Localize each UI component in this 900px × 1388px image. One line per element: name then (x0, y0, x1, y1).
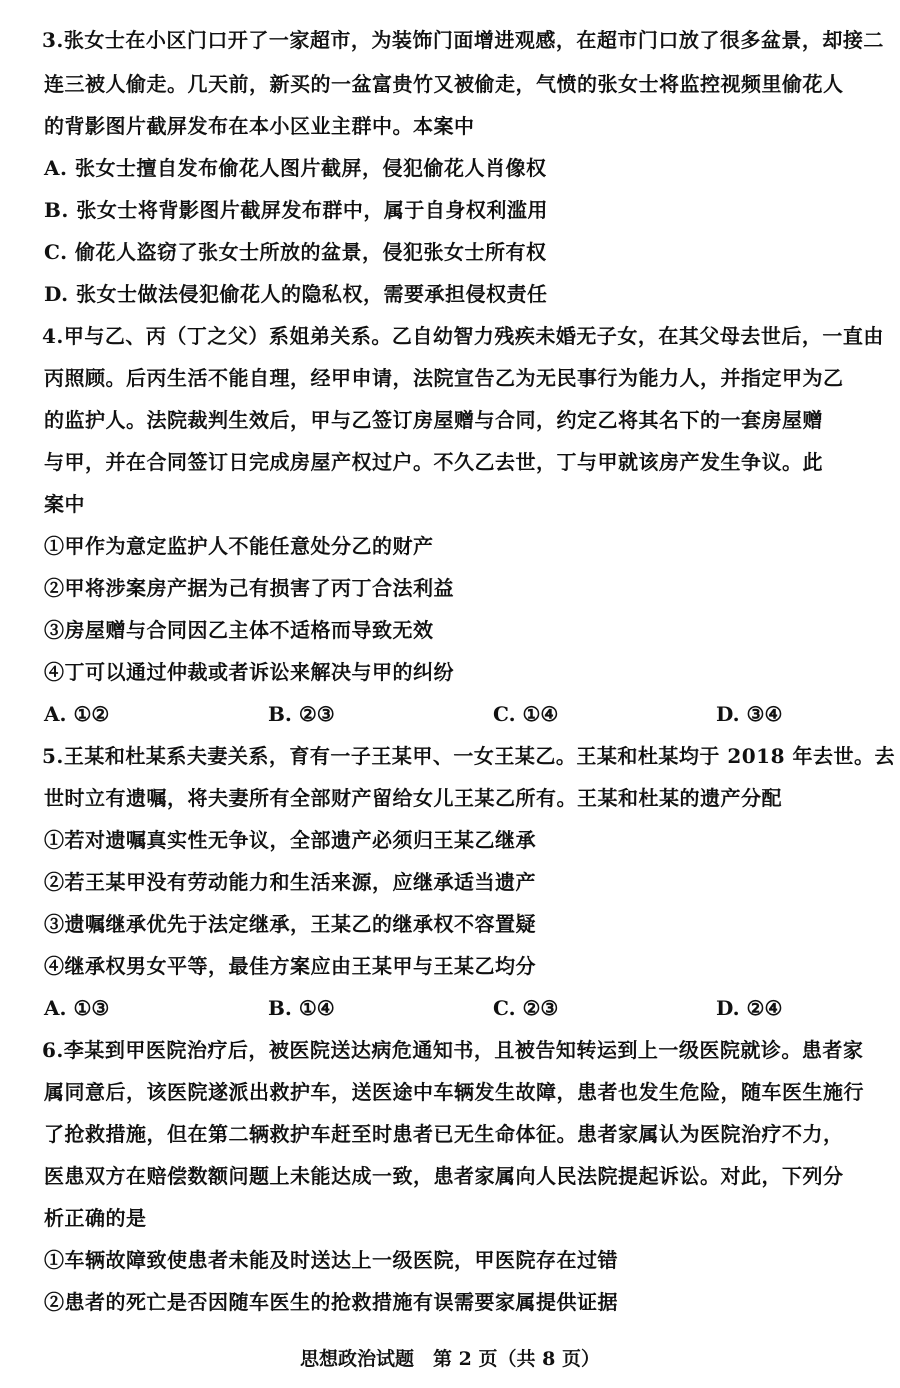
q5-statement-4: ④继承权男女平等，最佳方案应由王某甲与王某乙均分 (44, 954, 536, 978)
q5-choice-c: C. ②③ (493, 996, 559, 1020)
q4-stem-line-5: 案中 (44, 492, 85, 516)
q4-stem-line-3: 的监护人。法院裁判生效后，甲与乙签订房屋赠与合同，约定乙将其名下的一套房屋赠 (44, 408, 823, 432)
q6-stem-line-5: 析正确的是 (44, 1206, 147, 1230)
q5-statement-1: ①若对遗嘱真实性无争议，全部遗产必须归王某乙继承 (44, 828, 536, 852)
q3-stem-line-1: 3.张女士在小区门口开了一家超市，为装饰门面增进观感，在超市门口放了很多盆景，却接二 (42, 28, 884, 52)
q4-choice-c: C. ①④ (493, 702, 559, 726)
q4-statement-4: ④丁可以通过仲裁或者诉讼来解决与甲的纠纷 (44, 660, 454, 684)
q3-stem-line-2: 连三被人偷走。几天前，新买的一盆富贵竹又被偷走，气愤的张女士将监控视频里偷花人 (44, 72, 844, 96)
q4-stem-line-4: 与甲，并在合同签订日完成房屋产权过户。不久乙去世，丁与甲就该房产发生争议。此 (44, 450, 823, 474)
q4-choice-b: B. ②③ (268, 702, 335, 726)
q5-choice-a: A. ①③ (44, 996, 110, 1020)
q3-option-b: B. 张女士将背影图片截屏发布群中，属于自身权利滥用 (44, 198, 548, 222)
q6-stem-line-3: 了抢救措施，但在第二辆救护车赶至时患者已无生命体征。患者家属认为医院治疗不力， (44, 1122, 844, 1146)
q4-choice-a: A. ①② (44, 702, 110, 726)
q6-stem-line-1: 6.李某到甲医院治疗后，被医院送达病危通知书，且被告知转运到上一级医院就诊。患者家 (42, 1038, 864, 1062)
q5-choice-d: D. ②④ (716, 996, 783, 1020)
q3-option-a: A. 张女士擅自发布偷花人图片截屏，侵犯偷花人肖像权 (44, 156, 547, 180)
q3-stem-line-3: 的背影图片截屏发布在本小区业主群中。本案中 (44, 114, 475, 138)
q5-stem-line-2: 世时立有遗嘱，将夫妻所有全部财产留给女儿王某乙所有。王某和杜某的遗产分配 (44, 786, 782, 810)
q5-choice-b: B. ①④ (268, 996, 335, 1020)
q5-statement-2: ②若王某甲没有劳动能力和生活来源，应继承适当遗产 (44, 870, 536, 894)
q6-statement-1: ①车辆故障致使患者未能及时送达上一级医院，甲医院存在过错 (44, 1248, 618, 1272)
q4-choice-d: D. ③④ (716, 702, 783, 726)
q6-stem-line-4: 医患双方在赔偿数额问题上未能达成一致，患者家属向人民法院提起诉讼。对此，下列分 (44, 1164, 844, 1188)
q4-statement-1: ①甲作为意定监护人不能任意处分乙的财产 (44, 534, 434, 558)
page-footer: 思想政治试题 第 2 页（共 8 页） (300, 1348, 600, 1370)
q3-option-c: C. 偷花人盗窃了张女士所放的盆景，侵犯张女士所有权 (44, 240, 547, 264)
q6-stem-line-2: 属同意后，该医院遂派出救护车，送医途中车辆发生故障，患者也发生危险，随车医生施行 (44, 1080, 864, 1104)
q4-statement-3: ③房屋赠与合同因乙主体不适格而导致无效 (44, 618, 434, 642)
q5-statement-3: ③遗嘱继承优先于法定继承，王某乙的继承权不容置疑 (44, 912, 536, 936)
q5-stem-line-1: 5.王某和杜某系夫妻关系，育有一子王某甲、一女王某乙。王某和杜某均于 2018 年去世。去 (42, 744, 895, 768)
q6-statement-2: ②患者的死亡是否因随车医生的抢救措施有误需要家属提供证据 (44, 1290, 618, 1314)
q4-statement-2: ②甲将涉案房产据为己有损害了丙丁合法利益 (44, 576, 454, 600)
q4-stem-line-2: 丙照顾。后丙生活不能自理，经甲申请，法院宣告乙为无民事行为能力人，并指定甲为乙 (44, 366, 844, 390)
q4-stem-line-1: 4.甲与乙、丙（丁之父）系姐弟关系。乙自幼智力残疾未婚无子女，在其父母去世后，一直由 (42, 324, 884, 348)
q3-option-d: D. 张女士做法侵犯偷花人的隐私权，需要承担侵权责任 (44, 282, 548, 306)
